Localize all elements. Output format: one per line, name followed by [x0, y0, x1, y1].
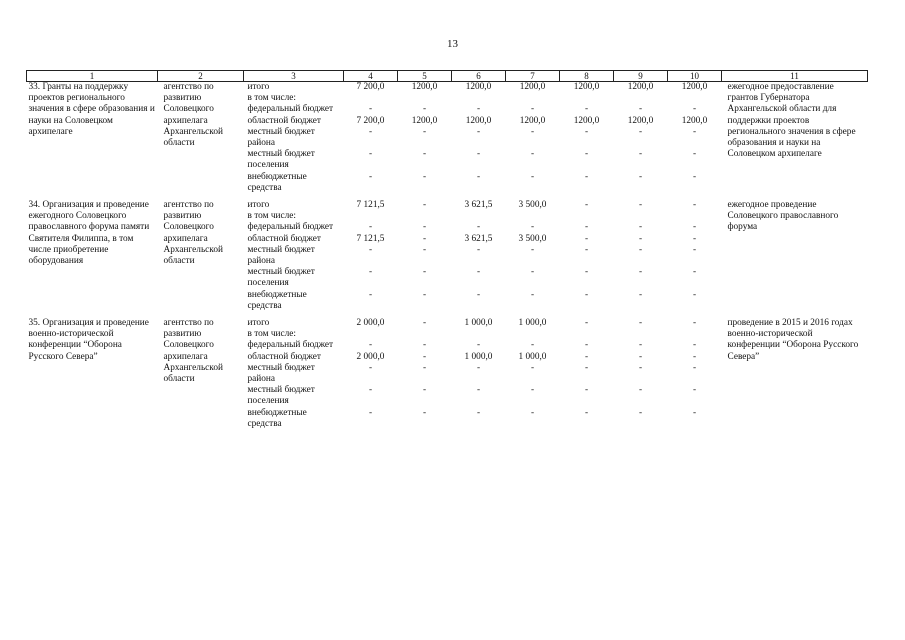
funding-value: - [422, 126, 427, 137]
funding-value: - [422, 171, 427, 182]
funding-source: в том числе: [247, 329, 296, 340]
funding-value [614, 329, 668, 340]
funding-source: в том числе: [247, 211, 296, 222]
funding-value: - [530, 222, 535, 233]
funding-value [560, 329, 614, 340]
column-number-row [27, 71, 868, 82]
funding-value: 1200,0 [465, 82, 492, 92]
funding-value: - [584, 351, 589, 362]
funding-value [398, 211, 452, 222]
funding-value: - [584, 233, 589, 244]
funding-value: - [476, 289, 481, 300]
table-row [27, 318, 868, 329]
funding-value: - [584, 289, 589, 300]
funding-value: - [692, 351, 697, 362]
funding-value: - [584, 171, 589, 182]
funding-value: - [476, 222, 481, 233]
funding-value: - [368, 289, 373, 300]
funding-value: - [692, 233, 697, 244]
funding-source: местный бюджет поселения [247, 267, 315, 289]
measure-name: 34. Организация и проведение ежегодного Соловецкого православного форума памяти Святителя Филиппа, в том числе приобретение оборудования [28, 200, 150, 267]
table-header [27, 71, 868, 82]
funding-source: внебюджетные средства [247, 289, 307, 311]
funding-value: - [692, 385, 697, 396]
funding-value: - [422, 104, 427, 115]
funding-value: - [476, 126, 481, 137]
funding-value: - [638, 340, 643, 351]
funding-value: 1200,0 [519, 82, 546, 92]
funding-value: - [422, 267, 427, 278]
funding-value [668, 329, 722, 340]
funding-value: - [692, 267, 697, 278]
funding-value: - [638, 267, 643, 278]
funding-value: 7 121,5 [356, 233, 385, 244]
column-number-cell: 2 [158, 71, 244, 82]
funding-value: 1200,0 [681, 115, 708, 126]
table-row [27, 200, 868, 211]
funding-source: местный бюджет поселения [247, 149, 315, 171]
funding-value: - [530, 340, 535, 351]
funding-value: - [638, 351, 643, 362]
funding-value: - [692, 171, 697, 182]
funding-value: - [692, 149, 697, 160]
funding-value: - [422, 289, 427, 300]
funding-value: - [638, 200, 643, 211]
funding-value [452, 329, 506, 340]
funding-source: федеральный бюджет [247, 222, 334, 233]
funding-value: - [422, 318, 427, 329]
funding-source: местный бюджет поселения [247, 385, 315, 407]
funding-value [344, 211, 398, 222]
funding-source: итого [247, 82, 270, 92]
expected-result: ежегодное предоставление грантов Губернатора Архангельской области для поддержки проектов регионального значения в сфере образования и науки на Соловецком архипелаге [727, 82, 856, 160]
funding-source: областной бюджет [247, 233, 321, 244]
funding-value: - [638, 126, 643, 137]
funding-value: - [368, 104, 373, 115]
funding-value: - [692, 244, 697, 255]
executor: агентство по развитию Соловецкого архипелага Архангельской области [163, 318, 223, 385]
funding-value [506, 211, 560, 222]
funding-source: в том числе: [247, 93, 296, 104]
funding-value: - [692, 104, 697, 115]
funding-source: местный бюджет района [247, 362, 315, 385]
funding-value: - [476, 149, 481, 160]
funding-value: - [368, 407, 373, 418]
funding-source: федеральный бюджет [247, 104, 334, 115]
funding-value: - [368, 340, 373, 351]
funding-value: - [584, 362, 589, 373]
funding-value: - [638, 104, 643, 115]
funding-source: областной бюджет [247, 351, 321, 362]
measure-name: 35. Организация и проведение военно-исторической конференции “Оборона Русского Севера” [28, 318, 149, 362]
funding-value: - [368, 222, 373, 233]
funding-value: - [584, 318, 589, 329]
funding-value: - [422, 407, 427, 418]
funding-value: - [584, 222, 589, 233]
table-row [27, 82, 868, 94]
funding-value: 1200,0 [573, 82, 600, 92]
funding-value: - [638, 171, 643, 182]
funding-value: - [422, 351, 427, 362]
funding-value: - [692, 126, 697, 137]
funding-value: 1200,0 [627, 82, 654, 92]
funding-value: - [368, 267, 373, 278]
funding-source: внебюджетные средства [247, 171, 307, 193]
funding-value: - [584, 267, 589, 278]
funding-value: 3 500,0 [518, 233, 547, 244]
funding-source: федеральный бюджет [247, 340, 334, 351]
column-number-cell: 9 [614, 71, 668, 82]
funding-value: 1200,0 [627, 115, 654, 126]
funding-value [668, 211, 722, 222]
funding-source: итого [247, 200, 270, 211]
executor: агентство по развитию Соловецкого архипелага Архангельской области [163, 200, 223, 267]
funding-value: - [530, 267, 535, 278]
funding-value [452, 211, 506, 222]
funding-value: - [368, 126, 373, 137]
column-number-cell: 6 [452, 71, 506, 82]
funding-value [344, 329, 398, 340]
funding-value: - [476, 244, 481, 255]
funding-value: - [584, 340, 589, 351]
funding-value: - [422, 233, 427, 244]
column-number-cell: 1 [27, 71, 158, 82]
funding-value: - [638, 222, 643, 233]
funding-value [344, 93, 398, 104]
funding-value: 1200,0 [465, 115, 492, 126]
funding-value [506, 329, 560, 340]
funding-value: - [476, 340, 481, 351]
funding-value [560, 93, 614, 104]
funding-value: - [422, 362, 427, 373]
column-number-cell: 4 [344, 71, 398, 82]
funding-value: - [692, 407, 697, 418]
funding-value: 1200,0 [681, 82, 708, 92]
funding-value: - [530, 244, 535, 255]
funding-value: - [638, 149, 643, 160]
funding-value: - [476, 171, 481, 182]
funding-value: - [692, 289, 697, 300]
funding-value: - [530, 126, 535, 137]
funding-value: - [692, 200, 697, 211]
funding-value: - [692, 362, 697, 373]
funding-value: - [638, 362, 643, 373]
funding-value: - [584, 104, 589, 115]
column-number-cell: 8 [560, 71, 614, 82]
column-number-cell: 11 [722, 71, 868, 82]
funding-value: 7 121,5 [356, 200, 385, 211]
funding-value: - [368, 244, 373, 255]
funding-value: - [530, 362, 535, 373]
funding-value: - [476, 407, 481, 418]
funding-value: - [584, 244, 589, 255]
funding-value: - [584, 149, 589, 160]
funding-value: - [584, 407, 589, 418]
funding-value: 3 500,0 [518, 200, 547, 211]
funding-value: - [368, 171, 373, 182]
funding-source: областной бюджет [247, 115, 321, 126]
measure-name: 33. Гранты на поддержку проектов регионального значения в сфере образования и науки на Соловецком архипелаге [28, 82, 155, 137]
funding-value: - [422, 222, 427, 233]
funding-value: - [692, 340, 697, 351]
funding-value: - [638, 318, 643, 329]
funding-value: - [476, 104, 481, 115]
executor: агентство по развитию Соловецкого архипелага Архангельской области [163, 82, 223, 149]
funding-value: 1 000,0 [518, 351, 547, 362]
funding-value: - [422, 200, 427, 211]
funding-value: 7 200,0 [356, 82, 385, 92]
funding-value: - [692, 318, 697, 329]
column-number-cell: 3 [244, 71, 344, 82]
funding-value [398, 329, 452, 340]
funding-value [668, 93, 722, 104]
funding-value: - [638, 233, 643, 244]
funding-value: 1 000,0 [464, 351, 493, 362]
funding-value: 1200,0 [411, 82, 438, 92]
funding-value: - [638, 289, 643, 300]
funding-value [506, 93, 560, 104]
funding-value: - [476, 267, 481, 278]
funding-value: - [530, 149, 535, 160]
funding-value: - [368, 362, 373, 373]
funding-value: - [422, 385, 427, 396]
funding-value: - [530, 407, 535, 418]
funding-value: - [638, 244, 643, 255]
funding-value: - [692, 222, 697, 233]
funding-value: - [584, 126, 589, 137]
funding-value: 1200,0 [411, 115, 438, 126]
funding-value: 2 000,0 [356, 318, 385, 329]
funding-value: - [476, 385, 481, 396]
funding-value [452, 93, 506, 104]
funding-value: - [530, 289, 535, 300]
funding-source: внебюджетные средства [247, 407, 307, 429]
column-number-cell: 5 [398, 71, 452, 82]
funding-value: 2 000,0 [356, 351, 385, 362]
funding-value: 1 000,0 [464, 318, 493, 329]
funding-value [398, 93, 452, 104]
funding-source: итого [247, 318, 270, 329]
funding-source: местный бюджет района [247, 126, 315, 149]
funding-value: - [422, 244, 427, 255]
funding-value: - [638, 407, 643, 418]
expected-result: ежегодное проведение Соловецкого православного форума [727, 200, 839, 233]
column-number-cell: 7 [506, 71, 560, 82]
funding-value: 3 621,5 [464, 233, 493, 244]
program-table [26, 70, 868, 430]
funding-value: - [530, 104, 535, 115]
funding-value [614, 211, 668, 222]
funding-value: - [368, 385, 373, 396]
funding-value: - [638, 385, 643, 396]
funding-value: 3 621,5 [464, 200, 493, 211]
funding-value: - [584, 385, 589, 396]
page-number: 13 [447, 38, 458, 50]
funding-value: - [368, 149, 373, 160]
table-body [27, 82, 868, 431]
funding-value: 1200,0 [519, 115, 546, 126]
funding-source: местный бюджет района [247, 244, 315, 267]
column-number-cell: 10 [668, 71, 722, 82]
funding-value: 1200,0 [573, 115, 600, 126]
funding-value: - [530, 171, 535, 182]
funding-value [614, 93, 668, 104]
funding-value: 1 000,0 [518, 318, 547, 329]
funding-value: - [476, 362, 481, 373]
funding-value: - [422, 149, 427, 160]
expected-result: проведение в 2015 и 2016 годах военно-исторической конференции “Оборона Русского Севера” [727, 318, 859, 362]
funding-value: 7 200,0 [356, 115, 385, 126]
funding-value [560, 211, 614, 222]
funding-value: - [584, 200, 589, 211]
funding-value: - [422, 340, 427, 351]
funding-value: - [530, 385, 535, 396]
